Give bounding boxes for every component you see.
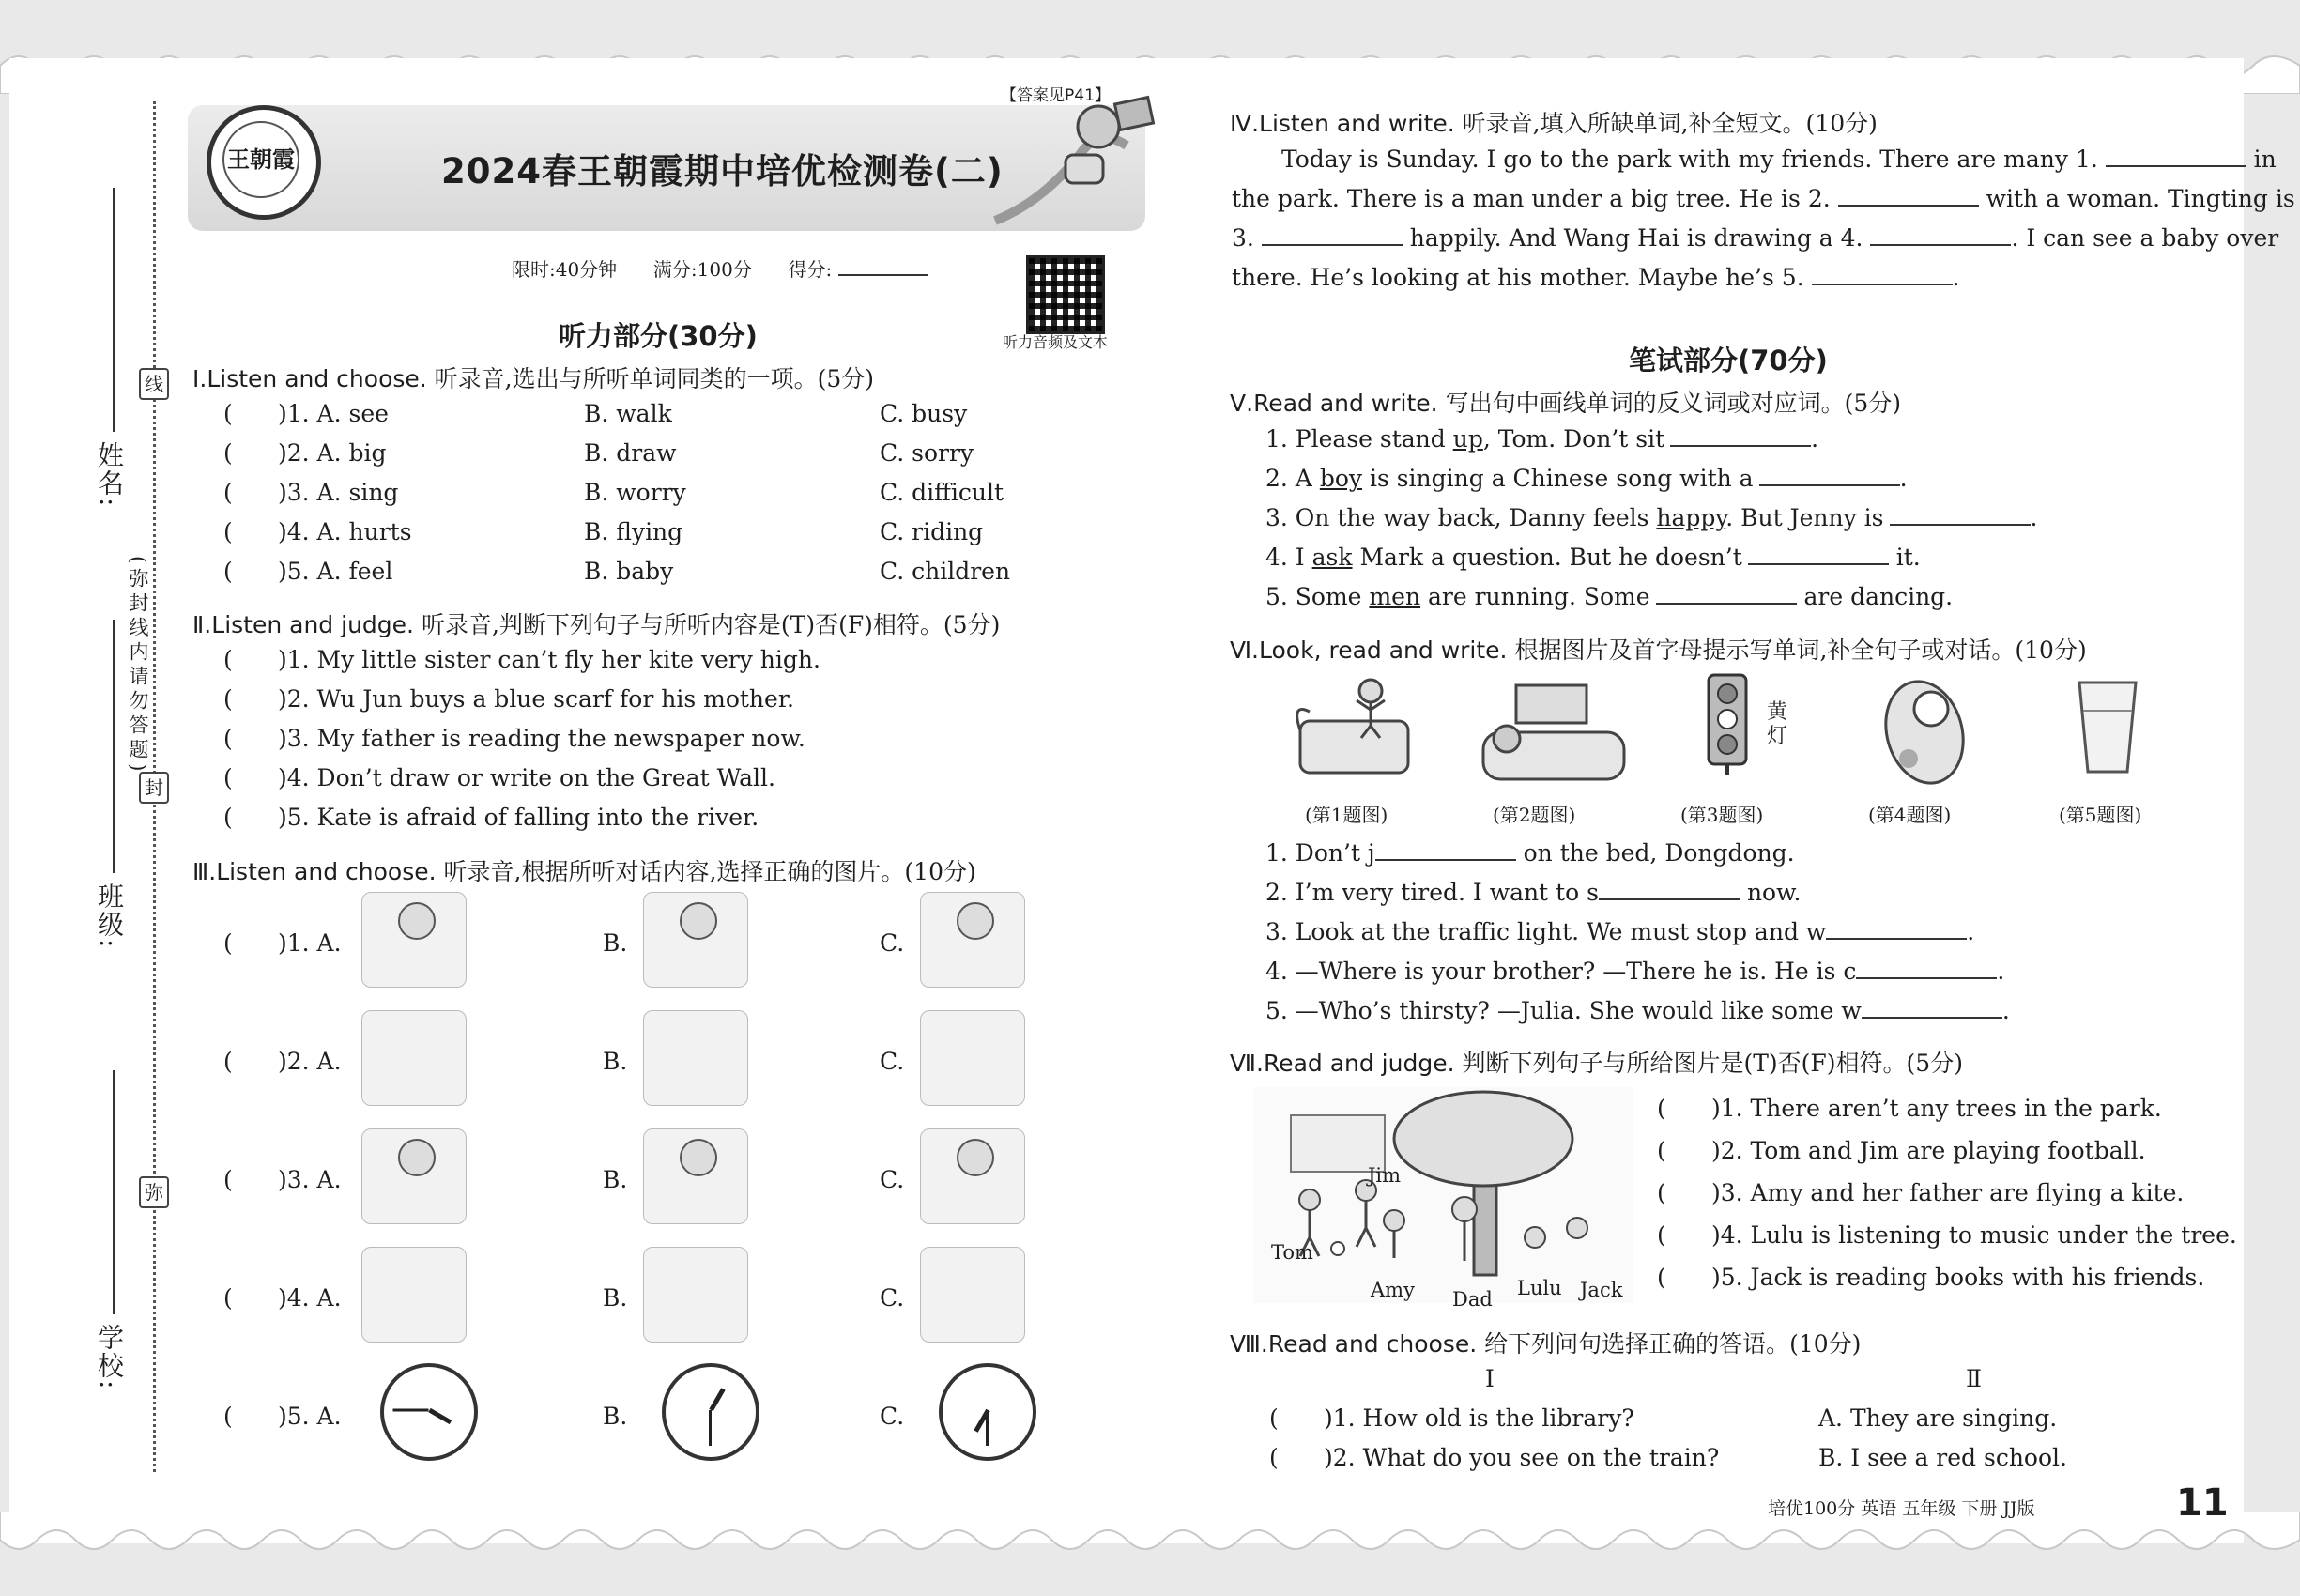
answer-blank[interactable]	[1656, 582, 1797, 605]
option-a: )4. A. hurts	[278, 518, 412, 545]
exam-title: 2024春王朝霞期中培优检测卷(二)	[441, 151, 1004, 192]
score-label: 得分:	[788, 258, 833, 281]
option-c-label: C.	[880, 1284, 905, 1312]
option-c-label: C.	[880, 1048, 905, 1075]
part5-question-row	[1265, 464, 1908, 492]
person-head-icon	[957, 902, 994, 940]
part3-question-row	[223, 929, 342, 957]
part3-question-row	[223, 1048, 342, 1075]
picture-caption: (第3题图)	[1680, 804, 1764, 826]
statement-text: )5. Jack is reading books with his friends.	[1711, 1264, 2205, 1291]
part5-question-row	[1265, 543, 1921, 571]
picture-caption: (第5题图)	[2059, 804, 2142, 826]
part2-question-row	[223, 804, 759, 831]
option-c: C. difficult	[880, 479, 1004, 506]
sentence-middle: , Tom. Don’t sit	[1482, 425, 1665, 453]
scene-name-label: Jack	[1580, 1279, 1623, 1301]
option-b-label: B.	[603, 1166, 628, 1193]
sentence-start: 4. I	[1265, 544, 1312, 571]
statement-text: )1. There aren’t any trees in the park.	[1711, 1095, 2162, 1122]
answer-paren[interactable]: (	[223, 804, 233, 831]
part2-heading: Ⅱ.Listen and judge. 听录音,判断下列句子与所听内容是(T)否(F)相符。(5分)	[192, 611, 1001, 638]
yellow-light-label: 黄灯	[1767, 700, 1788, 748]
sentence-start: 2. A	[1265, 465, 1320, 492]
part6-question-row	[1265, 957, 2004, 985]
picture-option-b[interactable]	[643, 1010, 748, 1106]
option-a-label: )5. A.	[278, 1403, 342, 1430]
answer-option: A. They are singing.	[1818, 1404, 2058, 1432]
clock-icon-c[interactable]	[939, 1363, 1036, 1461]
answer-paren[interactable]: (	[223, 479, 233, 506]
time-limit: 限时:40分钟	[512, 258, 618, 281]
underlined-word: ask	[1311, 544, 1353, 571]
part4-blank-2[interactable]	[1838, 184, 1979, 207]
writing-section-title: 笔试部分(70分)	[1629, 345, 1828, 376]
part4-blank-5[interactable]	[1812, 263, 1953, 285]
option-a: )2. A. big	[278, 439, 387, 467]
statement-text: )2. Tom and Jim are playing football.	[1711, 1137, 2146, 1164]
picture-option-b[interactable]	[643, 892, 748, 988]
part1-question-row	[223, 518, 412, 545]
picture-caption: (第4题图)	[1868, 804, 1952, 826]
option-a-label: )3. A.	[278, 1166, 342, 1193]
statement-text: )1. My little sister can’t fly her kite very high.	[278, 646, 820, 673]
answer-paren[interactable]: (	[1657, 1137, 1666, 1164]
answer-paren[interactable]: (	[223, 646, 233, 673]
picture-option-b[interactable]	[643, 1247, 748, 1343]
full-score: 满分:100分	[652, 258, 752, 281]
answer-paren[interactable]: (	[223, 764, 233, 791]
part8-heading: Ⅷ.Read and choose. 给下列问句选择正确的答语。(10分)	[1230, 1330, 1862, 1358]
question-text: )1. How old is the library?	[1324, 1404, 1634, 1432]
option-a: )1. A. see	[278, 400, 389, 427]
answer-blank[interactable]	[1748, 543, 1889, 565]
picture-option-a[interactable]	[361, 1247, 467, 1343]
answer-blank[interactable]	[1890, 503, 2031, 526]
option-c-label: C.	[880, 929, 905, 957]
part7-question-row	[1657, 1095, 2162, 1122]
name-label: 姓名:	[94, 441, 125, 509]
part3-heading: Ⅲ.Listen and choose. 听录音,根据所听对话内容,选择正确的图片。(10分)	[192, 858, 976, 885]
picture-option-c[interactable]	[920, 1128, 1025, 1224]
clock-icon-b[interactable]	[662, 1363, 759, 1461]
mascot-illustration-icon	[986, 89, 1164, 230]
page-number: 11	[2176, 1481, 2229, 1525]
picture-option-a[interactable]	[361, 1010, 467, 1106]
part8-column-2-header: Ⅱ	[1966, 1365, 1982, 1392]
qr-code-icon[interactable]	[1026, 255, 1105, 334]
part8-column-1-header: Ⅰ	[1485, 1365, 1495, 1392]
sentence-start: 4. —Where is your brother? —There he is. He is c	[1265, 958, 1857, 985]
option-c: C. sorry	[880, 439, 974, 467]
picture-caption: (第1题图)	[1305, 804, 1388, 826]
part4-blank-1[interactable]	[2106, 145, 2246, 167]
option-b-label: B.	[603, 929, 628, 957]
part1-heading: Ⅰ.Listen and choose. 听录音,选出与所听单词同类的一项。(5分)	[192, 365, 875, 392]
answer-paren[interactable]: (	[223, 685, 233, 713]
option-c: C. busy	[880, 400, 968, 427]
sentence-start: 2. I’m very tired. I want to s	[1265, 879, 1599, 906]
sentence-end: .	[1997, 958, 2005, 985]
answer-blank[interactable]	[1375, 838, 1516, 861]
answer-paren[interactable]: (	[1657, 1179, 1666, 1206]
part4-heading: Ⅳ.Listen and write. 听录音,填入所缺单词,补全短文。(10分)	[1230, 110, 1878, 137]
footer-text: 培优100分 英语 五年级 下册 JJ版	[1768, 1498, 2035, 1519]
option-a-label: )4. A.	[278, 1284, 342, 1312]
answer-blank[interactable]	[1826, 917, 1967, 940]
baby-crying-picture	[1873, 676, 1976, 789]
option-b-label: B.	[603, 1284, 628, 1312]
sleep-bed-picture	[1479, 681, 1629, 789]
part6-question-row	[1265, 917, 1974, 945]
answer-blank[interactable]	[1670, 424, 1811, 447]
answer-paren[interactable]: (	[1269, 1404, 1279, 1432]
answer-option: B. I see a red school.	[1818, 1444, 2067, 1471]
person-head-icon	[957, 1139, 994, 1176]
part6-heading: Ⅵ.Look, read and write. 根据图片及首字母提示写单词,补全句子或对话。(10分)	[1230, 637, 2087, 664]
listening-section-title: 听力部分(30分)	[559, 320, 758, 352]
option-a-label: )2. A.	[278, 1048, 342, 1075]
answer-reference: 【答案见P41】	[1001, 86, 1111, 105]
person-head-icon	[680, 1139, 717, 1176]
sentence-end: .	[1967, 918, 1975, 945]
option-b: B. baby	[584, 558, 674, 585]
statement-text: )2. Wu Jun buys a blue scarf for his mother.	[278, 685, 794, 713]
statement-text: )4. Don’t draw or write on the Great Wall.	[278, 764, 775, 791]
answer-paren[interactable]: (	[223, 558, 233, 585]
scene-name-label: Tom	[1271, 1241, 1313, 1264]
answer-paren[interactable]: (	[1657, 1221, 1666, 1249]
sentence-end: .	[1899, 465, 1908, 492]
school-field[interactable]	[113, 1070, 115, 1314]
sentence-middle: Mark a question. But he doesn’t	[1352, 544, 1742, 571]
brand-logo-text: 王朝霞	[222, 121, 299, 198]
part4-line-1: Today is Sunday. I go to the park with my friends. There are many 1. in	[1281, 146, 2277, 173]
underlined-word: happy	[1656, 504, 1726, 531]
part7-question-row	[1657, 1264, 2204, 1291]
part7-question-row	[1657, 1179, 2184, 1206]
picture-caption: (第2题图)	[1493, 804, 1576, 826]
answer-paren[interactable]: (	[1657, 1095, 1666, 1122]
part4-line-3: 3. happily. And Wang Hai is drawing a 4. . I can see a baby over	[1232, 224, 2279, 252]
name-field[interactable]	[113, 188, 115, 432]
answer-paren[interactable]: (	[223, 1166, 233, 1193]
part6-question-row	[1265, 996, 2010, 1024]
part5-heading: Ⅴ.Read and write. 写出句中画线单词的反义词或对应词。(5分)	[1230, 390, 1901, 417]
sentence-end: .	[2001, 997, 2010, 1024]
class-label: 班级:	[94, 882, 125, 950]
part2-question-row	[223, 685, 794, 713]
option-a-label: )1. A.	[278, 929, 342, 957]
exam-info-line	[512, 253, 928, 282]
minute-hand	[393, 1409, 429, 1412]
option-b: B. walk	[584, 400, 672, 427]
underlined-word: boy	[1319, 465, 1362, 492]
sentence-end: now.	[1740, 879, 1802, 906]
paper-wave-bottom	[0, 1512, 2300, 1587]
option-a: )5. A. feel	[278, 558, 393, 585]
class-field[interactable]	[113, 620, 115, 873]
underlined-word: up	[1452, 425, 1483, 453]
sentence-end: .	[2030, 504, 2038, 531]
picture-option-c[interactable]	[920, 892, 1025, 988]
person-head-icon	[680, 902, 717, 940]
part3-question-row	[223, 1284, 342, 1312]
option-c-label: C.	[880, 1403, 905, 1430]
school-label: 学校:	[94, 1324, 125, 1391]
sentence-start: 5. Some	[1265, 583, 1370, 610]
person-head-icon	[398, 1139, 436, 1176]
option-b: B. draw	[584, 439, 677, 467]
sentence-start: 5. —Who’s thirsty? —Julia. She would like some w	[1265, 997, 1862, 1024]
glass-of-water-icon	[2075, 678, 2140, 781]
person-head-icon	[398, 902, 436, 940]
part6-question-row	[1265, 878, 1801, 906]
seal-tag-xian: 线	[139, 368, 169, 400]
bed-jump-picture	[1291, 674, 1422, 787]
answer-blank[interactable]	[1856, 957, 1997, 979]
option-b-label: B.	[603, 1048, 628, 1075]
scene-name-label: Lulu	[1517, 1277, 1562, 1299]
option-c: C. riding	[880, 518, 984, 545]
option-b: B. flying	[584, 518, 683, 545]
part4-blank-3[interactable]	[1262, 223, 1403, 246]
sentence-end: are dancing.	[1796, 583, 1954, 610]
qr-caption: 听力音频及文本	[1003, 333, 1109, 351]
sentence-middle: are running. Some	[1420, 583, 1650, 610]
seal-tag-mi: 弥	[139, 1176, 169, 1208]
part1-question-row	[223, 400, 389, 427]
seal-tag-feng: 封	[139, 772, 169, 804]
picture-option-b[interactable]	[643, 1128, 748, 1224]
park-scene-picture	[1253, 1087, 1633, 1303]
sentence-start: 1. Don’t j	[1265, 839, 1375, 867]
answer-paren[interactable]: (	[223, 1403, 233, 1430]
part3-question-row	[223, 1166, 342, 1193]
sentence-end: on the bed, Dongdong.	[1515, 839, 1795, 867]
answer-paren[interactable]: (	[1269, 1444, 1279, 1471]
picture-option-c[interactable]	[920, 1010, 1025, 1106]
answer-paren[interactable]: (	[223, 439, 233, 467]
statement-text: )3. Amy and her father are flying a kite.	[1711, 1179, 2185, 1206]
part6-question-row	[1265, 838, 1795, 867]
underlined-word: men	[1369, 583, 1421, 610]
option-a: )3. A. sing	[278, 479, 399, 506]
scene-name-label: Jim	[1368, 1164, 1402, 1187]
sentence-end: .	[1811, 425, 1819, 453]
answer-blank[interactable]	[1599, 878, 1740, 900]
option-b: B. worry	[584, 479, 686, 506]
option-c-label: C.	[880, 1166, 905, 1193]
part2-question-row	[223, 764, 775, 791]
part7-heading: Ⅶ.Read and judge. 判断下列句子与所给图片是(T)否(F)相符。(5分)	[1230, 1050, 1963, 1077]
scene-name-label: Amy	[1371, 1279, 1415, 1301]
sentence-end: it.	[1888, 544, 1921, 571]
part7-question-row	[1657, 1137, 2146, 1164]
picture-option-c[interactable]	[920, 1247, 1025, 1343]
sentence-middle: . But Jenny is	[1725, 504, 1884, 531]
statement-text: )5. Kate is afraid of falling into the river.	[278, 804, 759, 831]
sentence-start: 1. Please stand	[1265, 425, 1453, 453]
brand-seal-logo	[207, 105, 321, 220]
answer-blank[interactable]	[1759, 464, 1900, 486]
part2-question-row	[223, 646, 820, 673]
sentence-start: 3. On the way back, Danny feels	[1265, 504, 1657, 531]
part5-question-row	[1265, 503, 2037, 531]
answer-paren[interactable]: (	[223, 400, 233, 427]
hour-hand	[428, 1408, 452, 1424]
hour-hand	[709, 1388, 725, 1411]
part1-question-row	[223, 439, 387, 467]
minute-hand	[709, 1410, 712, 1446]
statement-text: )4. Lulu is listening to music under the tree.	[1711, 1221, 2237, 1249]
part5-question-row	[1265, 424, 1818, 453]
part3-question-row	[223, 1403, 342, 1430]
score-field[interactable]	[838, 253, 928, 276]
part7-question-row	[1657, 1221, 2237, 1249]
picture-option-a[interactable]	[361, 892, 467, 988]
part8-question-row	[1269, 1404, 1634, 1432]
answer-paren[interactable]: (	[223, 518, 233, 545]
question-text: )2. What do you see on the train?	[1324, 1444, 1720, 1471]
part1-question-row	[223, 479, 398, 506]
answer-paren[interactable]: (	[1657, 1264, 1666, 1291]
part1-question-row	[223, 558, 392, 585]
part4-line-4: there. He’s looking at his mother. Maybe he’s 5. .	[1232, 264, 1960, 291]
part4-line-2: the park. There is a man under a big tree. He is 2. with a woman. Tingting is	[1232, 185, 2295, 212]
part4-blank-4[interactable]	[1870, 223, 2011, 246]
option-b-label: B.	[603, 1403, 628, 1430]
scene-name-label: Dad	[1452, 1288, 1493, 1311]
sentence-middle: is singing a Chinese song with a	[1362, 465, 1754, 492]
answer-paren[interactable]: (	[223, 929, 233, 957]
option-c: C. children	[880, 558, 1011, 585]
statement-text: )3. My father is reading the newspaper now.	[278, 725, 805, 752]
part5-question-row	[1265, 582, 1953, 610]
answer-paren[interactable]: (	[223, 725, 233, 752]
sentence-start: 3. Look at the traffic light. We must stop and w	[1265, 918, 1827, 945]
picture-option-a[interactable]	[361, 1128, 467, 1224]
seal-note: (弥封线内请勿答题)	[127, 556, 149, 776]
answer-paren[interactable]: (	[223, 1048, 233, 1075]
part8-question-row	[1269, 1444, 1719, 1471]
answer-blank[interactable]	[1862, 996, 2002, 1019]
clock-icon-a[interactable]	[380, 1363, 478, 1461]
answer-paren[interactable]: (	[223, 1284, 233, 1312]
part2-question-row	[223, 725, 805, 752]
minute-hand	[986, 1410, 989, 1446]
